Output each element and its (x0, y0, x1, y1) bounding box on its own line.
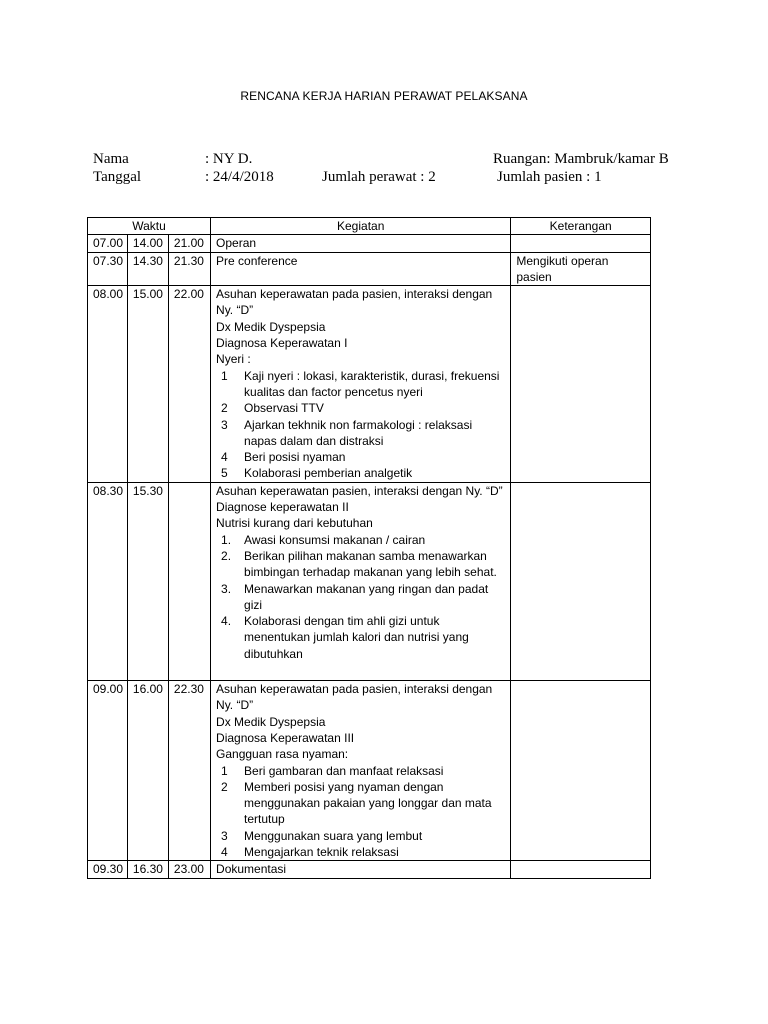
activity-steps-list (216, 368, 505, 482)
document-title: RENCANA KERJA HARIAN PERAWAT PELAKSANA (240, 89, 528, 103)
activity-step (216, 368, 505, 401)
activity-line: Nutrisi kurang dari kebutuhan (216, 516, 373, 531)
activity-cell (211, 681, 511, 861)
step-number: 1 (221, 763, 228, 778)
time-cell: 21.00 (168, 235, 210, 252)
keterangan-cell (511, 286, 651, 483)
activity-step (216, 532, 505, 548)
tanggal-value: : 24/4/2018 (205, 169, 274, 185)
step-text: Kolaborasi pemberian analgetik (244, 466, 413, 481)
activity-step (216, 449, 505, 465)
time-cell: 14.00 (127, 235, 168, 252)
activity-step (216, 779, 505, 828)
time-cell: 16.30 (127, 861, 168, 878)
keterangan-cell (511, 235, 651, 252)
activity-line: Pre conference (216, 253, 298, 268)
activity-step (216, 400, 505, 416)
ruangan-value: Ruangan: Mambruk/kamar B (493, 151, 669, 167)
step-text: Kaji nyeri : lokasi, karakteristik, durasi, frekuensi kualitas dan factor pencetus nyeri (244, 368, 500, 399)
step-number: 3 (221, 828, 228, 843)
time-cell: 09.30 (88, 861, 128, 878)
activity-step (216, 465, 505, 481)
activity-cell (211, 861, 511, 878)
activity-cell (211, 482, 511, 680)
time-cell: 08.00 (88, 286, 128, 483)
work-plan-table (87, 217, 651, 879)
activity-step (216, 844, 505, 860)
step-text: Memberi posisi yang nyaman dengan menggunakan pakaian yang longgar dan mata tertutup (244, 779, 492, 827)
activity-step (216, 581, 505, 614)
step-number: 4 (221, 450, 228, 465)
table-row (88, 482, 651, 680)
jumlah-perawat-value: Jumlah perawat : 2 (322, 169, 436, 185)
step-number: 2 (221, 401, 228, 416)
step-number: 1. (221, 532, 232, 547)
step-number: 3 (221, 417, 228, 432)
keterangan-cell (511, 861, 651, 878)
activity-line: Diagnose keperawatan II (216, 500, 349, 515)
keterangan-cell (511, 482, 651, 680)
kegiatan-header: Kegiatan (211, 218, 511, 235)
step-text: Awasi konsumsi makanan / cairan (244, 532, 426, 547)
step-number: 3. (221, 581, 232, 596)
jumlah-pasien-value: Jumlah pasien : 1 (497, 169, 602, 185)
table-row (88, 252, 651, 286)
activity-steps-list (216, 532, 505, 662)
step-number: 1 (221, 368, 228, 383)
table-body (88, 235, 651, 878)
activity-step (216, 828, 505, 844)
table-row (88, 235, 651, 252)
table-row (88, 286, 651, 483)
step-text: Mengajarkan teknik relaksasi (244, 844, 399, 859)
step-number: 4. (221, 614, 232, 629)
activity-line: Nyeri : (216, 352, 251, 367)
time-cell: 22.30 (168, 681, 210, 861)
keterangan-cell (511, 681, 651, 861)
step-text: Menawarkan makanan yang ringan dan padat gizi (244, 581, 489, 612)
activity-step (216, 763, 505, 779)
step-text: Ajarkan tekhnik non farmakologi : relaksasi napas dalam dan distraksi (244, 417, 473, 448)
time-cell: 07.00 (88, 235, 128, 252)
activity-line: Diagnosa Keperawatan III (216, 730, 355, 745)
step-text: Kolaborasi dengan tim ahli gizi untuk menentukan jumlah kalori dan nutrisi yang dibutuhkan (244, 614, 469, 661)
nama-value: : NY D. (205, 151, 253, 167)
step-text: Berikan pilihan makanan samba menawarkan bimbingan terhadap makanan yang lebih sehat. (244, 548, 497, 580)
activity-step (216, 548, 505, 581)
time-cell: 15.30 (127, 482, 168, 680)
table-header-row (88, 218, 651, 235)
step-number: 5 (221, 466, 228, 481)
time-cell: 08.30 (88, 482, 128, 680)
activity-cell (211, 252, 511, 286)
activity-line: Asuhan keperawatan pada pasien, interaksi dengan Ny. “D” (216, 682, 493, 713)
table-row (88, 681, 651, 861)
time-cell: 21.30 (168, 252, 210, 286)
tanggal-label: Tanggal (93, 169, 142, 185)
time-cell: 22.00 (168, 286, 210, 483)
step-text: Beri gambaran dan manfaat relaksasi (244, 763, 444, 778)
keterangan-header: Keterangan (511, 218, 651, 235)
activity-line: Dx Medik Dyspepsia (216, 319, 326, 334)
time-cell: 15.00 (127, 286, 168, 483)
activity-step (216, 417, 505, 450)
time-cell: 09.00 (88, 681, 128, 861)
activity-line: Dokumentasi (216, 862, 287, 877)
step-number: 2 (221, 779, 228, 794)
activity-line: Asuhan keperawatan pasien, interaksi dengan Ny. “D” (216, 483, 503, 498)
step-text: Observasi TTV (244, 401, 324, 416)
time-cell: 14.30 (127, 252, 168, 286)
step-number: 2. (221, 548, 232, 563)
activity-cell (211, 286, 511, 483)
time-cell: 07.30 (88, 252, 128, 286)
activity-step (216, 613, 505, 662)
time-cell (168, 482, 210, 680)
activity-line: Dx Medik Dyspepsia (216, 714, 326, 729)
activity-line: Operan (216, 236, 257, 251)
step-text: Beri posisi nyaman (244, 450, 346, 465)
activity-line: Diagnosa Keperawatan I (216, 336, 348, 351)
time-cell: 16.00 (127, 681, 168, 861)
step-text: Menggunakan suara yang lembut (244, 828, 423, 843)
activity-cell (211, 235, 511, 252)
table-row (88, 861, 651, 878)
keterangan-cell: Mengikuti operan pasien (511, 252, 651, 286)
time-cell: 23.00 (168, 861, 210, 878)
waktu-header: Waktu (88, 218, 211, 235)
step-number: 4 (221, 844, 228, 859)
activity-line: Asuhan keperawatan pada pasien, interaksi dengan Ny. “D” (216, 287, 493, 318)
activity-line: Gangguan rasa nyaman: (216, 747, 349, 762)
nama-label: Nama (93, 151, 129, 167)
activity-steps-list (216, 763, 505, 861)
